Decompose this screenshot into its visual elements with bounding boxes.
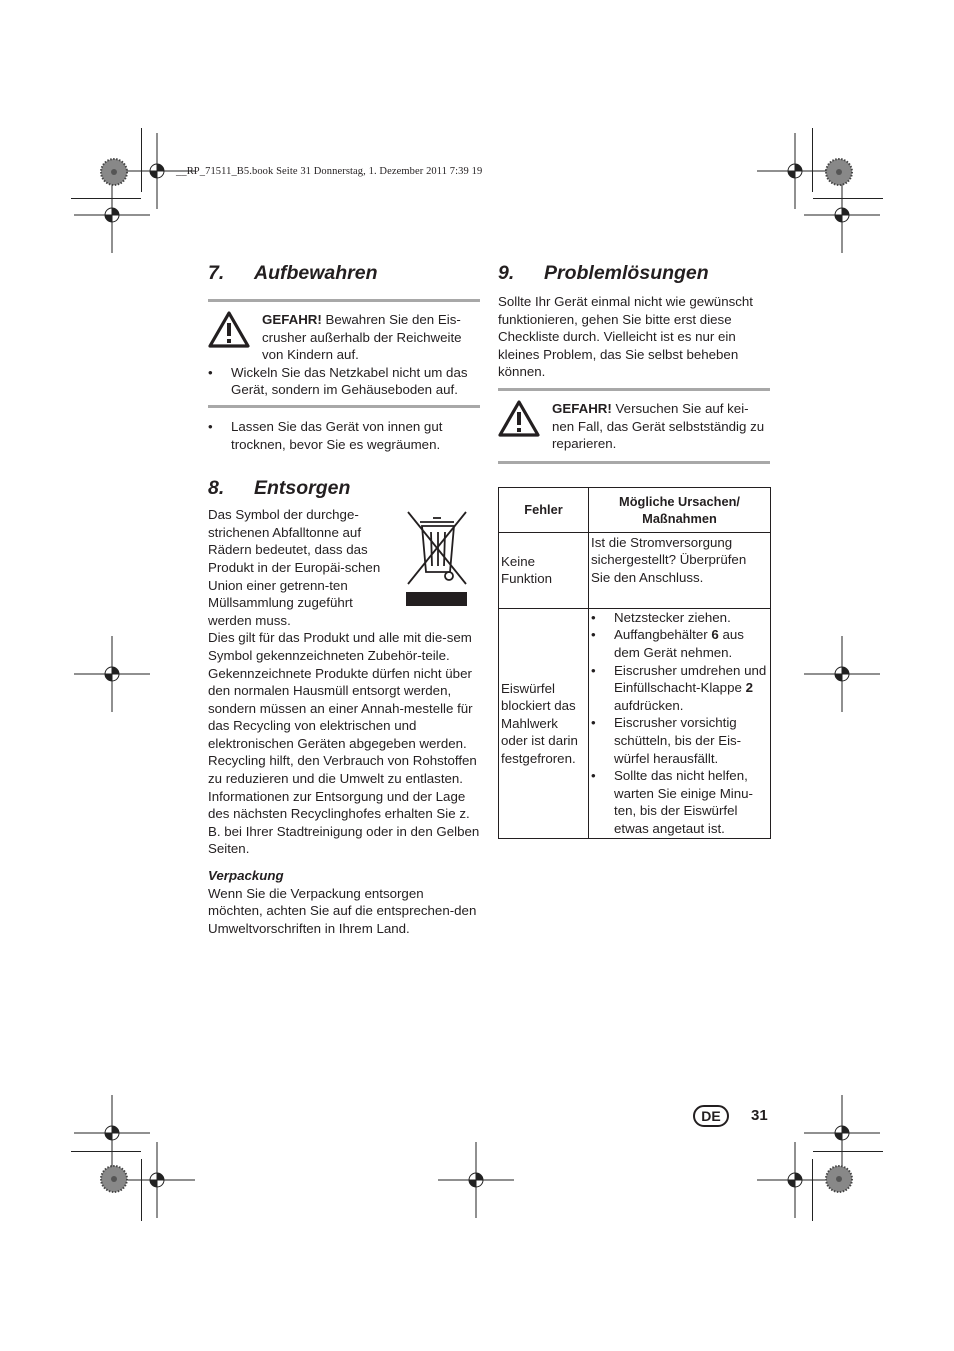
- divider: [208, 405, 480, 408]
- table-row: [499, 608, 771, 839]
- warning-text: GEFAHR! Bewahren Sie den Eis-crusher außerhalb der Reichweite von Kindern auf.: [262, 312, 462, 363]
- disposal-text: Dies gilt für das Produkt und alle mit die-sem Symbol gekennzeichneten Zubehör-teile. Gekennzeichnete Produkte dürfen nicht über den normalen Hausmüll entsorgt werden, sondern müssen an einer Annah-mestelle für das Recycling von elektrischen und elektronischen Geräten abgegeben werden. Recycling hilft, den Verbrauch von Rohstoffen zu reduzieren und die Umwelt zu entlasten. Informationen zur Entsorgung und der Lage des nächsten Recyclinghofes erhalten Sie z. B. bei Ihrer Stadtreinigung oder in den Gelben Seiten.: [208, 630, 480, 857]
- warning-block: [498, 400, 770, 453]
- section-7-heading: 7. Aufbewahren: [208, 262, 378, 284]
- list-item: • Lassen Sie das Gerät von innen gut trocknen, bevor Sie es wegräumen.: [208, 418, 443, 452]
- warning-text: GEFAHR! Versuchen Sie auf kei-nen Fall, das Gerät selbstständig zu reparieren.: [552, 400, 765, 452]
- table-row: [499, 532, 771, 608]
- list-item: • Wickeln Sie das Netzkabel nicht um das Gerät, sondern im Gehäuseboden auf.: [208, 364, 468, 398]
- header-causes: Mögliche Ursachen/ Maßnahmen: [589, 487, 771, 532]
- cause-cell: Ist die Stromversorgung sichergestellt? Überprüfen Sie den Anschluss.: [589, 532, 771, 608]
- list-item: • Eiscrusher vorsichtig schütteln, bis der Eis-würfel herausfällt.: [591, 715, 742, 766]
- divider: [208, 299, 480, 302]
- wheelie-bin-crossed-icon: [404, 508, 470, 611]
- list-item: • Netzstecker ziehen.: [591, 609, 731, 625]
- left-column: [208, 262, 480, 937]
- symbol-description: Das Symbol der durchge-strichenen Abfalltonne auf Rädern bedeutet, dass das Produkt in der Europäi-schen Union einer getrenn-ten Müllsammlung zugeführt werden muss.: [208, 507, 381, 628]
- warning-block: [208, 311, 480, 364]
- section-9-heading: 9. Problemlösungen: [498, 262, 709, 284]
- warning-icon: [208, 311, 262, 364]
- language-badge: DE: [693, 1105, 729, 1127]
- fault-cell: Eiswürfel blockiert das Mahlwerk oder ist darin festgefroren.: [499, 608, 589, 839]
- section-8-heading: 8. Entsorgen: [208, 477, 351, 500]
- header-fault: Fehler: [499, 487, 589, 532]
- right-column: [498, 262, 770, 839]
- page-number: 31: [751, 1107, 768, 1124]
- troubleshooting-table: [498, 487, 771, 840]
- intro-text: Sollte Ihr Gerät einmal nicht wie gewünscht funktionieren, gehen Sie bitte erst diese Checkliste durch. Vielleicht ist es nur ein kleines Problem, das Sie selbst beheben können.: [498, 294, 753, 380]
- print-header: __RP_71511_B5.book Seite 31 Donnerstag, 1. Dezember 2011 7:39 19: [176, 166, 483, 177]
- list-item: • Auffangbehälter 6 aus dem Gerät nehmen.: [591, 627, 744, 660]
- warning-icon: [498, 400, 552, 453]
- fault-cell: Keine Funktion: [499, 532, 589, 608]
- packaging-subheading: Verpackung: [208, 868, 284, 884]
- table-header-row: [499, 487, 771, 532]
- list-item: • Sollte das nicht helfen, warten Sie einige Minu-ten, bis der Eiswürfel etwas angetaut ist.: [591, 768, 753, 836]
- divider: [498, 461, 770, 464]
- divider: [498, 388, 770, 391]
- list-item: • Eiscrusher umdrehen und Einfüllschacht-Klappe 2 aufdrücken.: [591, 662, 767, 713]
- packaging-text: Wenn Sie die Verpackung entsorgen möchten, achten Sie auf die entsprechen-den Umweltvorschriften in Ihrem Land.: [208, 885, 477, 936]
- cause-cell: [589, 608, 771, 839]
